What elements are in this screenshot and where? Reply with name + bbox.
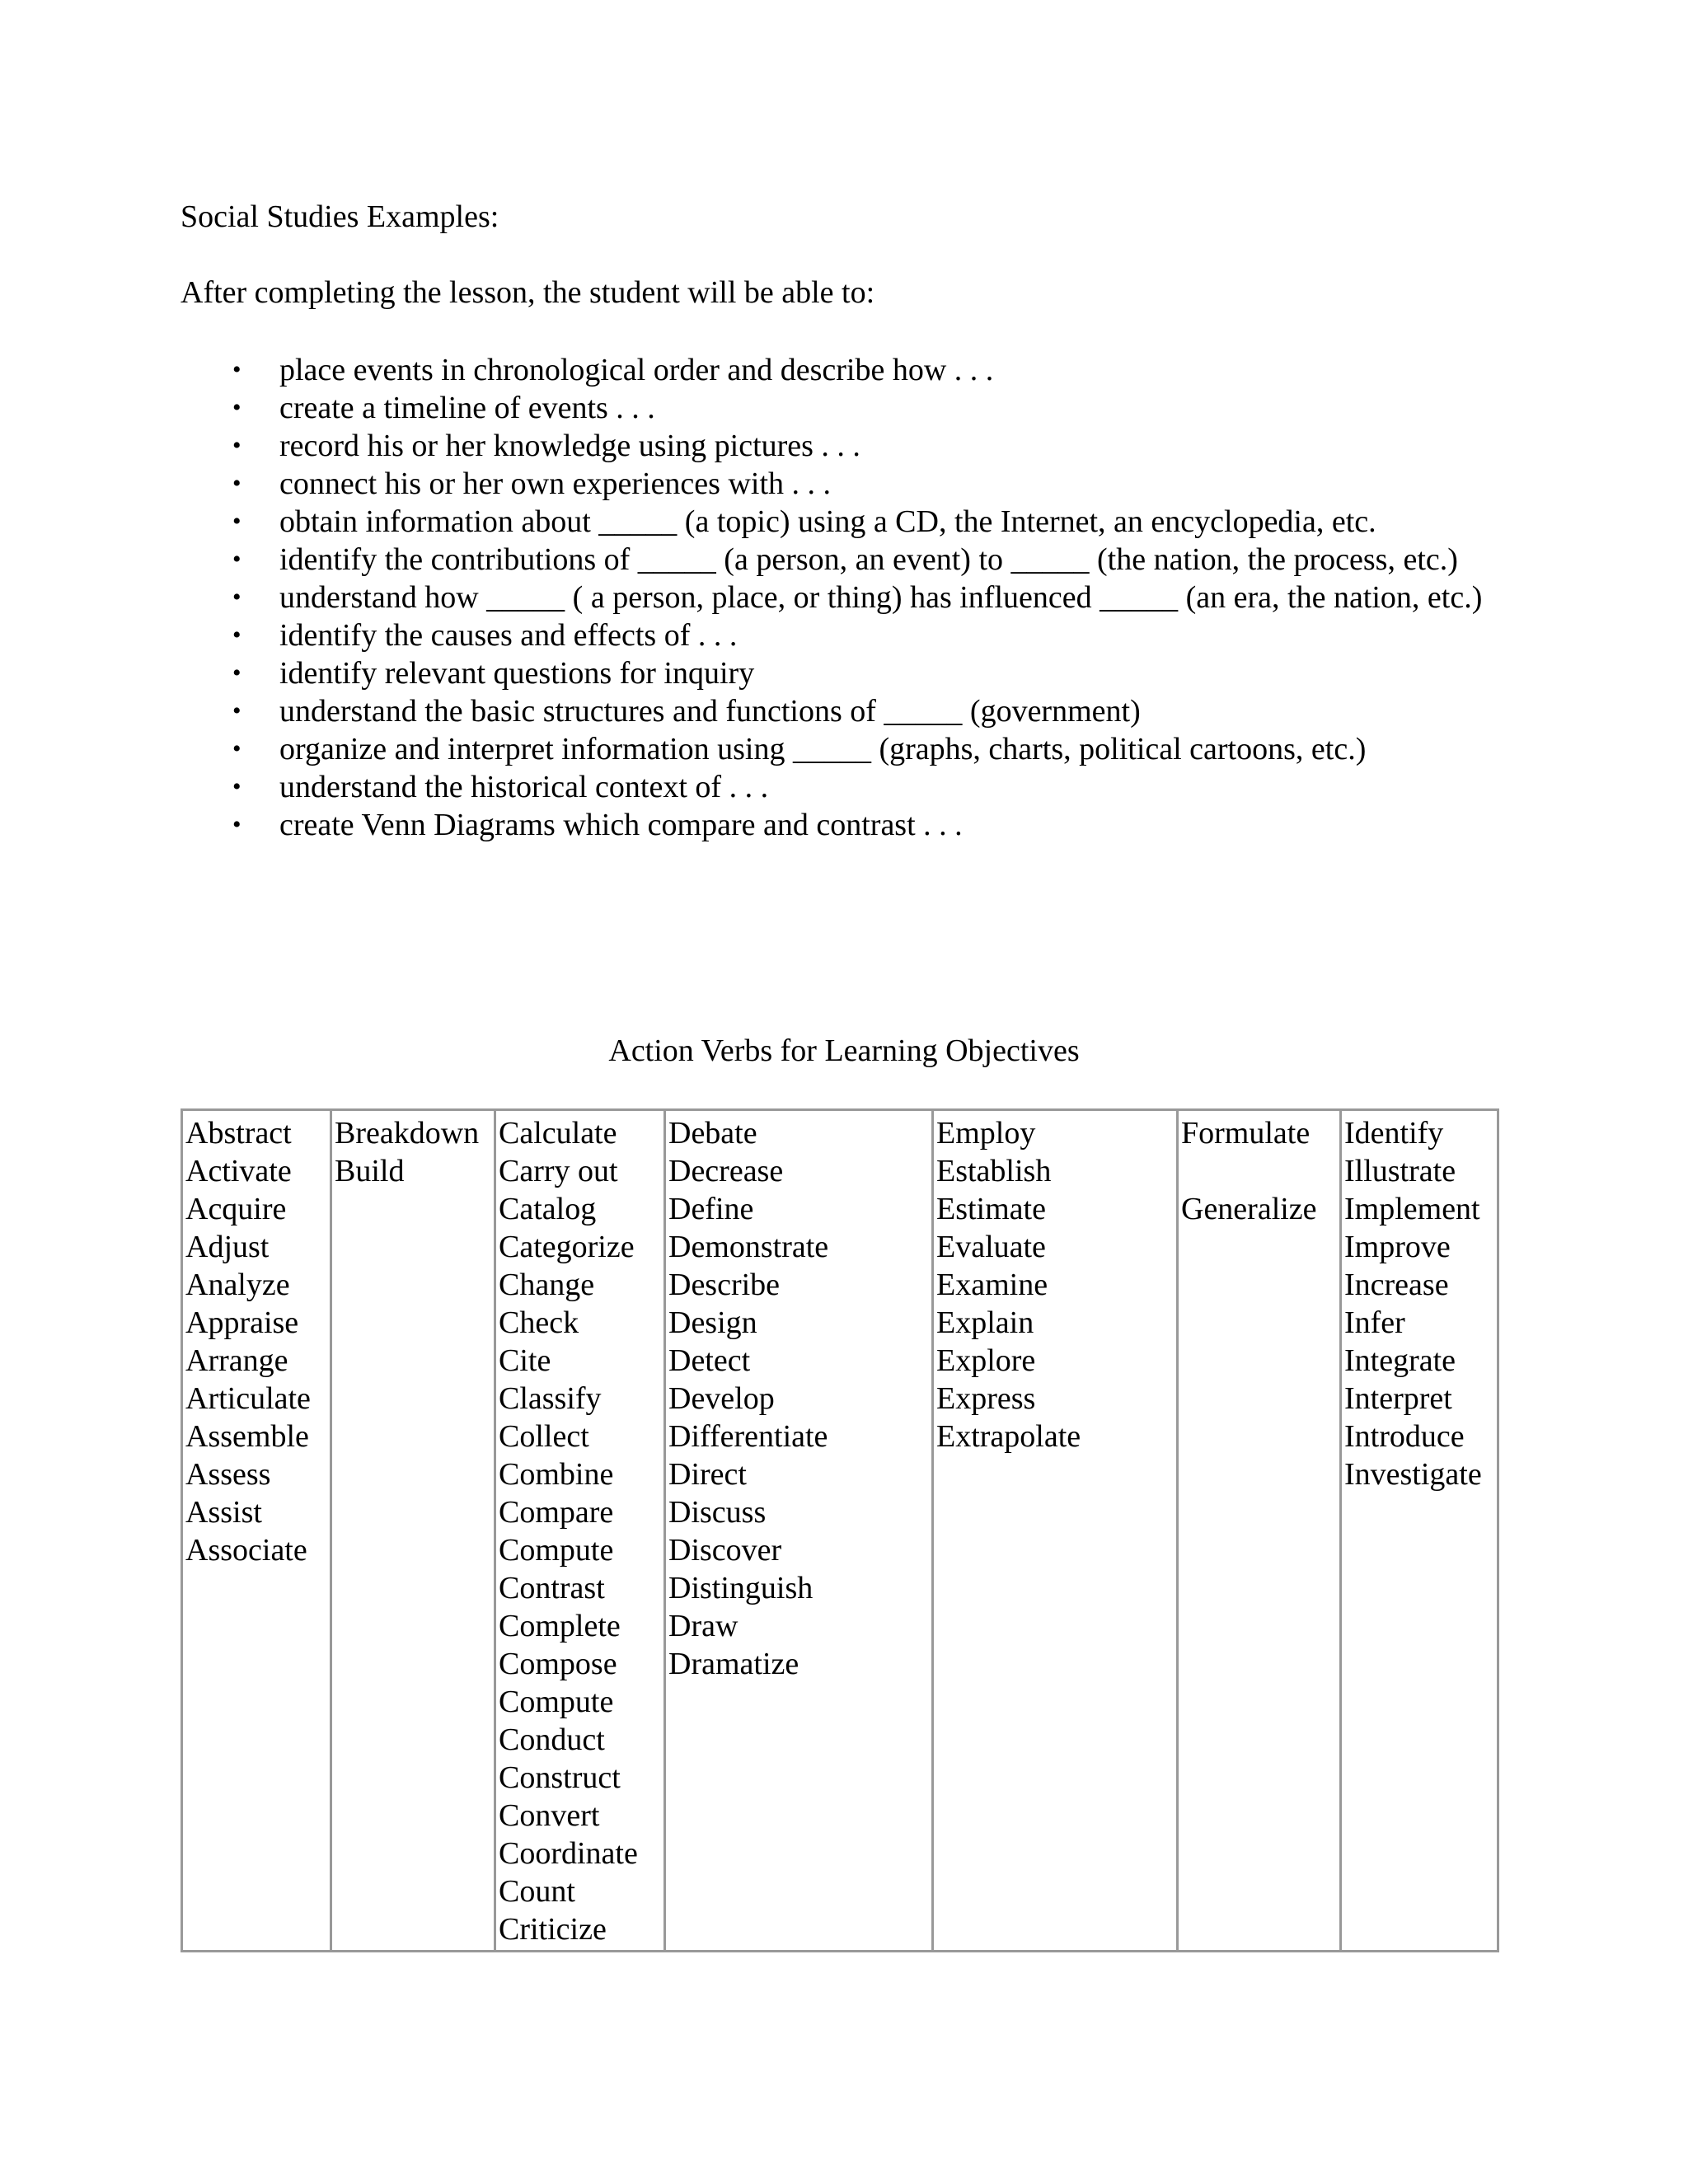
bullet-icon: • bbox=[232, 508, 241, 535]
verb-cell: Compute bbox=[499, 1685, 614, 1719]
objective-text: identify the contributions of _____ (a person, an event) to _____ (the nation, the process, etc.) bbox=[279, 542, 1458, 577]
objective-item bbox=[0, 768, 1499, 806]
verb-cell: Count bbox=[499, 1874, 575, 1909]
verb-cell: Develop bbox=[668, 1381, 775, 1416]
verb-cell: Establish bbox=[936, 1154, 1052, 1188]
verb-cell: Complete bbox=[499, 1609, 621, 1643]
verb-cell: Criticize bbox=[499, 1912, 607, 1947]
verb-cell: Assess bbox=[185, 1457, 271, 1492]
verb-cell: Interpret bbox=[1344, 1381, 1452, 1416]
verb-column bbox=[666, 1111, 934, 1950]
bullet-icon: • bbox=[232, 735, 241, 762]
bullet-icon: • bbox=[232, 546, 241, 573]
verb-cell: Carry out bbox=[499, 1154, 618, 1188]
objective-item bbox=[0, 806, 1499, 844]
bullet-icon: • bbox=[232, 697, 241, 724]
verb-cell: Demonstrate bbox=[668, 1230, 829, 1264]
bullet-icon: • bbox=[232, 811, 241, 838]
verb-cell: Compose bbox=[499, 1647, 617, 1681]
verb-cell: Adjust bbox=[185, 1230, 270, 1264]
verb-cell: Decrease bbox=[668, 1154, 784, 1188]
objective-item bbox=[0, 427, 1499, 465]
verb-cell: Draw bbox=[668, 1609, 738, 1643]
verb-cell: Introduce bbox=[1344, 1419, 1465, 1454]
verb-column bbox=[1179, 1111, 1342, 1950]
verb-cell: Change bbox=[499, 1268, 595, 1302]
objective-item bbox=[0, 692, 1499, 730]
bullet-icon: • bbox=[232, 583, 241, 611]
verb-cell: Integrate bbox=[1344, 1343, 1456, 1378]
verb-cell: Categorize bbox=[499, 1230, 635, 1264]
bullet-icon: • bbox=[232, 394, 241, 421]
verb-cell: Catalog bbox=[499, 1192, 597, 1226]
verb-cell: Explore bbox=[936, 1343, 1036, 1378]
table-title: Action Verbs for Learning Objectives bbox=[608, 1033, 1080, 1068]
verb-cell: Detect bbox=[668, 1343, 751, 1378]
verb-cell: Distinguish bbox=[668, 1571, 814, 1605]
objective-text: understand how _____ ( a person, place, or thing) has influenced _____ (an era, the nation, etc.) bbox=[279, 580, 1483, 615]
objective-item bbox=[0, 541, 1499, 579]
objective-text: connect his or her own experiences with . . . bbox=[279, 466, 832, 501]
objective-item bbox=[0, 351, 1499, 389]
verb-cell bbox=[1181, 1152, 1339, 1190]
verb-cell: Classify bbox=[499, 1381, 602, 1416]
verb-cell: Improve bbox=[1344, 1230, 1451, 1264]
verb-cell: Build bbox=[335, 1154, 405, 1188]
verb-cell: Dramatize bbox=[668, 1647, 799, 1681]
verb-cell: Extrapolate bbox=[936, 1419, 1081, 1454]
action-verb-table bbox=[181, 1108, 1499, 1952]
bullet-icon: • bbox=[232, 356, 241, 383]
verb-cell: Check bbox=[499, 1305, 579, 1340]
verb-cell: Breakdown bbox=[335, 1116, 480, 1151]
verb-cell: Formulate bbox=[1181, 1116, 1311, 1151]
objective-item bbox=[0, 654, 1499, 692]
verb-cell: Express bbox=[936, 1381, 1036, 1416]
section-heading: Social Studies Examples: bbox=[181, 199, 499, 234]
verb-cell: Illustrate bbox=[1344, 1154, 1456, 1188]
verb-column bbox=[183, 1111, 332, 1950]
verb-cell: Assemble bbox=[185, 1419, 309, 1454]
verb-cell: Calculate bbox=[499, 1116, 617, 1151]
verb-cell: Analyze bbox=[185, 1268, 290, 1302]
verb-cell: Explain bbox=[936, 1305, 1034, 1340]
verb-cell: Articulate bbox=[185, 1381, 311, 1416]
objective-text: record his or her knowledge using pictures . . . bbox=[279, 429, 860, 463]
objective-text: identify relevant questions for inquiry bbox=[279, 656, 755, 691]
verb-column bbox=[934, 1111, 1179, 1950]
verb-cell: Arrange bbox=[185, 1343, 288, 1378]
verb-cell: Coordinate bbox=[499, 1836, 638, 1871]
intro-sentence: After completing the lesson, the student will be able to: bbox=[181, 275, 875, 310]
verb-cell: Infer bbox=[1344, 1305, 1405, 1340]
verb-cell: Employ bbox=[936, 1116, 1036, 1151]
verb-cell: Evaluate bbox=[936, 1230, 1046, 1264]
verb-column bbox=[496, 1111, 666, 1950]
verb-cell: Differentiate bbox=[668, 1419, 828, 1454]
verb-cell: Construct bbox=[499, 1760, 621, 1795]
objective-text: create Venn Diagrams which compare and contrast . . . bbox=[279, 808, 963, 842]
verb-cell: Abstract bbox=[185, 1116, 292, 1151]
verb-cell: Implement bbox=[1344, 1192, 1480, 1226]
bullet-icon: • bbox=[232, 621, 241, 649]
verb-cell: Convert bbox=[499, 1798, 600, 1833]
verb-cell: Discover bbox=[668, 1533, 782, 1568]
objective-text: obtain information about _____ (a topic) using a CD, the Internet, an encyclopedia, etc. bbox=[279, 504, 1376, 539]
verb-cell: Define bbox=[668, 1192, 754, 1226]
verb-cell: Assist bbox=[185, 1495, 262, 1530]
verb-cell: Combine bbox=[499, 1457, 614, 1492]
bullet-icon: • bbox=[232, 773, 241, 800]
verb-column bbox=[1342, 1111, 1497, 1950]
objective-item bbox=[0, 730, 1499, 768]
verb-cell: Examine bbox=[936, 1268, 1048, 1302]
verb-cell: Compare bbox=[499, 1495, 614, 1530]
verb-cell: Contrast bbox=[499, 1571, 605, 1605]
verb-cell: Direct bbox=[668, 1457, 747, 1492]
verb-cell: Estimate bbox=[936, 1192, 1046, 1226]
bullet-icon: • bbox=[232, 432, 241, 459]
verb-cell: Describe bbox=[668, 1268, 781, 1302]
objective-text: understand the historical context of . . . bbox=[279, 770, 769, 804]
objective-text: place events in chronological order and describe how . . . bbox=[279, 353, 994, 387]
verb-cell: Associate bbox=[185, 1533, 307, 1568]
objective-text: understand the basic structures and functions of _____ (government) bbox=[279, 694, 1141, 729]
objective-item bbox=[0, 503, 1499, 541]
bullet-icon: • bbox=[232, 470, 241, 497]
objective-item bbox=[0, 579, 1499, 616]
verb-cell: Compute bbox=[499, 1533, 614, 1568]
verb-column bbox=[332, 1111, 496, 1950]
verb-cell: Investigate bbox=[1344, 1457, 1482, 1492]
verb-cell: Design bbox=[668, 1305, 757, 1340]
verb-cell: Acquire bbox=[185, 1192, 287, 1226]
verb-cell: Appraise bbox=[185, 1305, 299, 1340]
verb-cell: Activate bbox=[185, 1154, 292, 1188]
verb-cell: Identify bbox=[1344, 1116, 1444, 1151]
bullet-icon: • bbox=[232, 659, 241, 687]
objective-item bbox=[0, 616, 1499, 654]
verb-cell: Cite bbox=[499, 1343, 551, 1378]
objective-item bbox=[0, 389, 1499, 427]
objective-text: identify the causes and effects of . . . bbox=[279, 618, 738, 653]
objective-list bbox=[0, 351, 1499, 844]
verb-cell: Increase bbox=[1344, 1268, 1449, 1302]
objective-text: organize and interpret information using _____ (graphs, charts, political cartoons, etc.) bbox=[279, 732, 1367, 766]
objective-item bbox=[0, 465, 1499, 503]
verb-cell: Conduct bbox=[499, 1722, 605, 1757]
verb-cell: Generalize bbox=[1181, 1192, 1317, 1226]
objective-text: create a timeline of events . . . bbox=[279, 391, 655, 425]
verb-cell: Collect bbox=[499, 1419, 589, 1454]
verb-cell: Discuss bbox=[668, 1495, 767, 1530]
verb-cell: Debate bbox=[668, 1116, 757, 1151]
